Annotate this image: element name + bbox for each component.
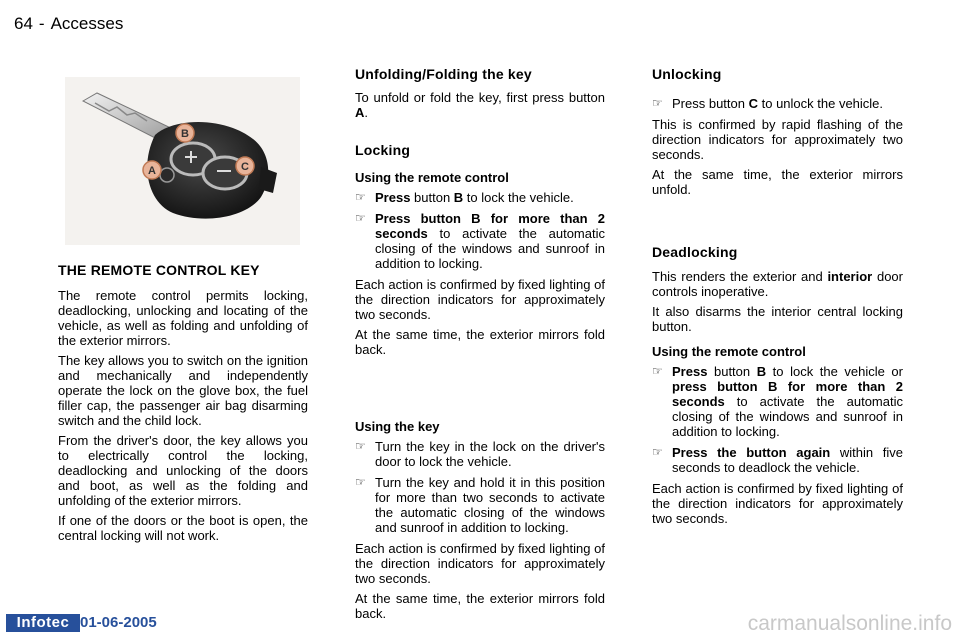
list-item xyxy=(652,96,903,111)
left-paragraph-4: If one of the doors or the boot is open, the central locking will not work. xyxy=(58,513,308,543)
d1-bold: Press xyxy=(672,364,708,379)
unfold-text: To unfold or fold the key, first press button A. xyxy=(355,90,605,120)
footer-date: 01-06-2005 xyxy=(80,614,157,631)
u1-text: Press button xyxy=(672,96,749,111)
lock-remote-subtitle: Using the remote control xyxy=(355,170,509,185)
left-paragraph-1: The remote control permits locking, deadlocking, unlocking and locating of the vehicle, as well as folding and unfolding of the exterior mirrors. xyxy=(58,288,308,348)
page-number: 64 xyxy=(14,14,33,33)
d1-bold-2: press button B for more than 2 seconds xyxy=(672,379,903,409)
remote-key-drawing xyxy=(65,77,300,245)
list-item xyxy=(355,211,605,271)
unlock-mirrors: At the same time, the exterior mirrors unfold. xyxy=(652,167,903,197)
deadlock-title: Deadlocking xyxy=(652,244,738,260)
lock-mirrors: At the same time, the exterior mirrors fold back. xyxy=(355,327,605,357)
b1-bold: Press xyxy=(375,190,411,205)
unfold-title: Unfolding/Folding the key xyxy=(355,66,532,82)
pointing-hand-icon: ☞ xyxy=(355,439,366,453)
b2-text: to activate the automatic closing of the windows and sunroof in addition to locking. xyxy=(375,226,605,271)
list-item xyxy=(355,475,605,535)
dead-p1-text: This renders the exterior and xyxy=(652,269,828,284)
d1-text: button xyxy=(707,364,757,379)
middle-column xyxy=(355,67,605,626)
d2-text: within five seconds to deadlock the vehicle. xyxy=(672,445,903,475)
label-c: C xyxy=(241,161,249,173)
pointing-hand-icon: ☞ xyxy=(652,96,663,110)
remote-key-illustration xyxy=(65,77,300,245)
page-footer xyxy=(0,612,960,638)
d1-text-3: to activate the automatic closing of the windows and sunroof in addition to locking. xyxy=(672,394,903,439)
lock-key-subtitle: Using the key xyxy=(355,419,440,434)
deadlock-p1 xyxy=(652,269,903,299)
pointing-hand-icon: ☞ xyxy=(355,475,366,489)
list-item xyxy=(652,364,903,439)
section-title: Accesses xyxy=(50,14,124,33)
deadlock-remote-subtitle: Using the remote control xyxy=(652,344,806,359)
list-item xyxy=(652,445,903,475)
b1-text-2: to lock the vehicle. xyxy=(463,190,574,205)
b1-button-letter: B xyxy=(453,190,464,205)
button-a-label xyxy=(143,161,161,179)
pointing-hand-icon: ☞ xyxy=(355,190,366,204)
deadlock-confirm: Each action is confirmed by fixed lighting of the direction indicators for approximately two seconds. xyxy=(652,481,903,526)
button-b-label xyxy=(176,124,194,142)
pointing-hand-icon: ☞ xyxy=(652,364,663,378)
k1-text: Turn the key in the lock on the driver's door to lock the vehicle. xyxy=(375,439,605,469)
right-column xyxy=(652,67,903,531)
key-mirrors: At the same time, the exterior mirrors fold back. xyxy=(355,591,605,621)
header-separator: - xyxy=(38,14,45,33)
list-item xyxy=(355,190,605,205)
unlock-title: Unlocking xyxy=(652,66,722,82)
watermark: carmanualsonline.info xyxy=(747,612,952,635)
pointing-hand-icon: ☞ xyxy=(652,445,663,459)
left-column xyxy=(58,263,308,548)
b1-text: button xyxy=(410,190,454,205)
infotec-logo: Infotec xyxy=(6,614,80,632)
left-paragraph-2: The key allows you to switch on the ignition and mechanically and independently operate the lock on the glove box, the fuel filler cap, the passenger air bag disarming switch and the child lock. xyxy=(58,353,308,428)
u1-text-2: to unlock the vehicle. xyxy=(758,96,884,111)
pointing-hand-icon: ☞ xyxy=(355,211,366,225)
deadlock-p2: It also disarms the interior central locking button. xyxy=(652,304,903,334)
d1-button-letter: B xyxy=(756,364,767,379)
list-item xyxy=(355,439,605,469)
locking-title: Locking xyxy=(355,142,411,158)
remote-key-title: THE REMOTE CONTROL KEY xyxy=(58,262,260,278)
k2-text: Turn the key and hold it in this position for more than two seconds to activate the automatic closing of the windows and sunroof in addition to locking. xyxy=(375,475,605,535)
u1-button-letter: C xyxy=(748,96,758,111)
unfold-sentence: To unfold or fold the key, first press button xyxy=(355,90,605,105)
page-header xyxy=(14,14,123,34)
dead-p1-bold: interior xyxy=(827,269,873,284)
key-fob-body xyxy=(147,122,277,219)
left-paragraph-3: From the driver's door, the key allows you to electrically control the locking, deadlocking and unlocking of the doors and boot, as well as the folding and unfolding of the exterior mirrors. xyxy=(58,433,308,508)
dead-p1-text-2: door controls inoperative. xyxy=(652,269,903,299)
b2-bold: Press button B for more than 2 seconds xyxy=(375,211,605,241)
label-a: A xyxy=(148,165,156,177)
label-b: B xyxy=(181,128,189,140)
lock-confirm: Each action is confirmed by fixed lighting of the direction indicators for approximately two seconds. xyxy=(355,277,605,322)
unlock-confirm: This is confirmed by rapid flashing of the direction indicators for approximately two seconds. xyxy=(652,117,903,162)
button-c-label xyxy=(236,157,254,175)
d2-bold: Press the button again xyxy=(672,445,831,460)
key-confirm: Each action is confirmed by fixed lighting of the direction indicators for approximately two seconds. xyxy=(355,541,605,586)
d1-text-2: to lock the vehicle or xyxy=(766,364,903,379)
unfold-button-letter: A xyxy=(355,105,365,120)
